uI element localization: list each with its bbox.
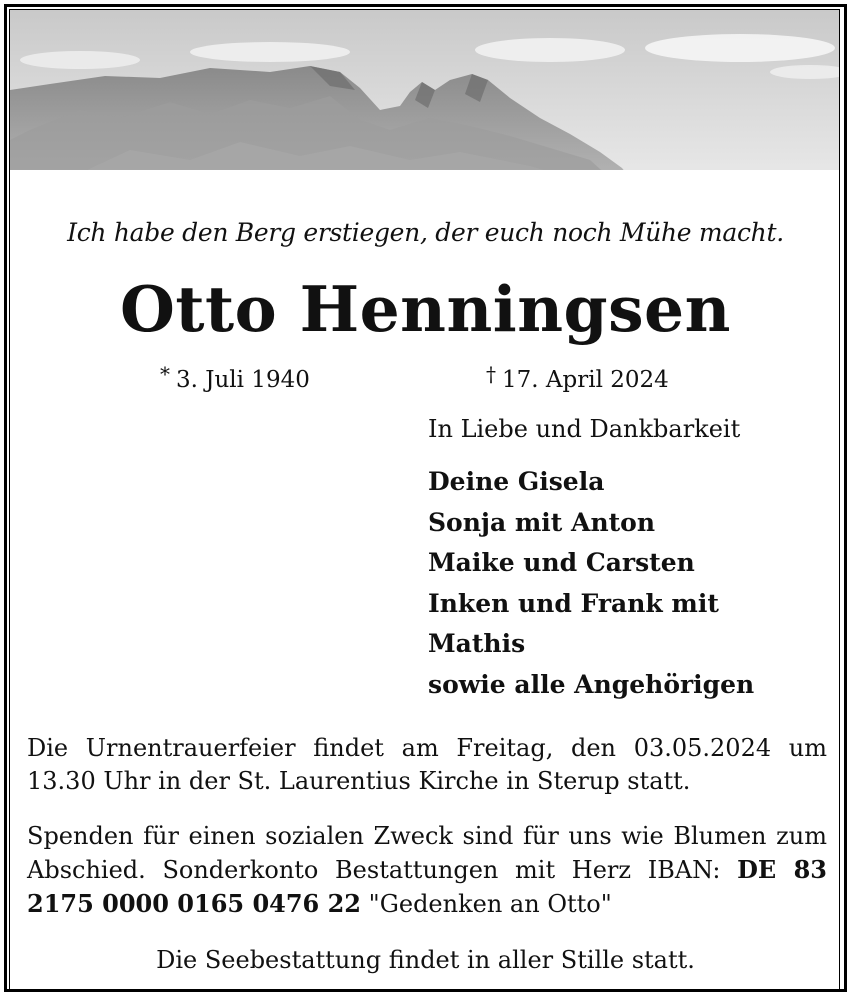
iban-reference: "Gedenken an Otto" [368,890,612,918]
mourner-name: Mathis [428,629,526,658]
mourners-list [428,462,754,705]
epitaph-quote: Ich habe den Berg erstiegen, der euch noch Mühe macht. [67,218,784,247]
birth-star-icon: * [160,362,170,386]
mourner-name: Sonja mit Anton [428,507,656,537]
donation-info [27,820,827,921]
dedication-line: In Liebe und Dankbarkeit [428,415,741,443]
birth-date: 3. Juli 1940 [176,367,310,393]
donation-text: Spenden für einen sozialen Zweck sind für uns wie Blumen zum Abschied. Sonderkonto Bestattungen mit Herz [27,822,827,884]
mourner-name: Maike und Carsten [428,548,695,577]
ceremony-info: Die Urnentrauerfeier findet am Freitag, den 03.05.2024 um 13.30 Uhr in der St. Laurentius Kirche in Sterup statt. [27,734,827,795]
death-cross-icon: † [486,362,496,386]
closing-note: Die Seebestattung findet in aller Stille statt. [156,946,695,974]
obituary-notice [9,9,840,991]
iban-number: DE 83 2175 0000 0165 0476 22 [27,855,827,918]
iban-label: IBAN: [647,856,721,884]
mourner-name: Inken und Frank mit [428,588,719,618]
birth-info [160,362,310,393]
death-date: 17. April 2024 [502,367,669,393]
death-info [486,362,669,393]
deceased-name: Otto Henningsen [120,272,731,346]
mourner-name: Deine Gisela [428,467,605,496]
mourner-name: sowie alle Angehörigen [428,669,755,699]
mountain-photo [10,10,840,178]
